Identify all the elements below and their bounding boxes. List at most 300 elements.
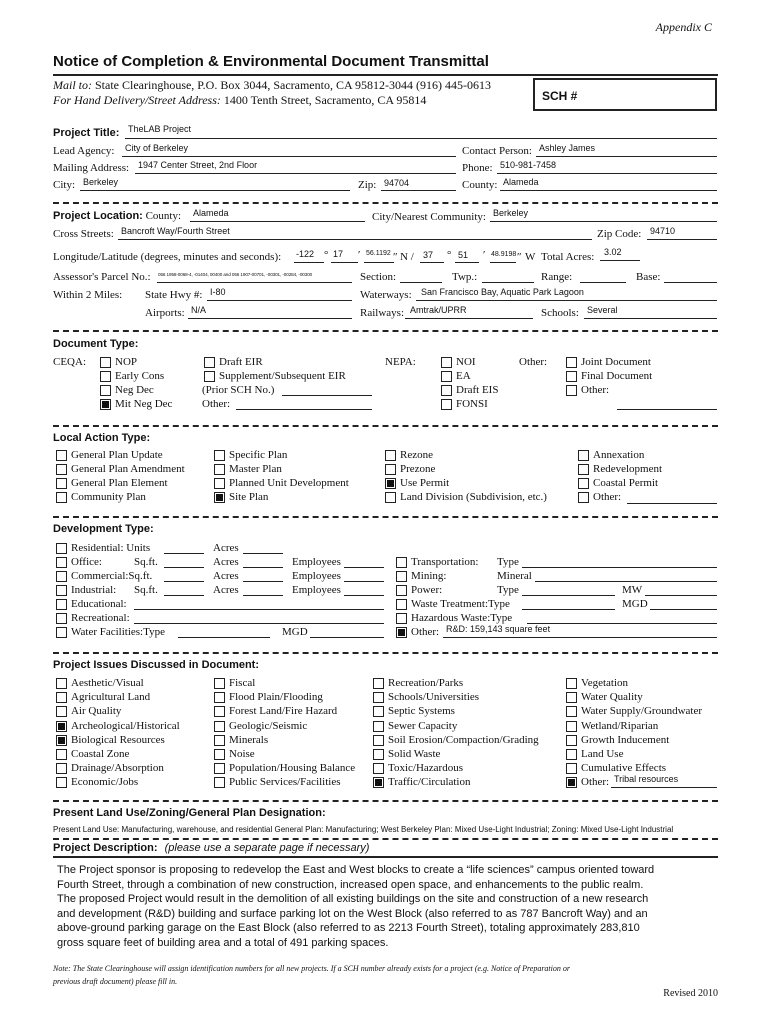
lon-minutes-field[interactable]: [455, 249, 479, 263]
county-field[interactable]: [500, 177, 717, 191]
air-quality-label: Air Quality: [71, 705, 122, 718]
cumulative-effects-checkbox[interactable]: [566, 763, 577, 774]
hazardous-waste-checkbox[interactable]: [396, 613, 407, 624]
prior-sch-label: (Prior SCH No.): [202, 384, 275, 396]
hand-delivery-address: 1400 Tenth Street, Sacramento, CA 95814: [223, 93, 427, 107]
phone-label: Phone:: [462, 162, 493, 174]
ceqa-label: CEQA:: [53, 356, 86, 368]
other-checkbox[interactable]: [566, 777, 577, 788]
range-field[interactable]: [580, 282, 626, 283]
project-location-line: [53, 210, 181, 222]
solid-waste-label: Solid Waste: [388, 748, 441, 760]
prezone-label: Prezone: [400, 463, 436, 475]
general-plan-amendment-checkbox[interactable]: [56, 464, 67, 475]
fiscal-label: Fiscal: [229, 677, 256, 689]
geologic-seismic-checkbox[interactable]: [214, 721, 225, 732]
lon-seconds-value: 48.9198: [491, 251, 517, 258]
general-plan-element-checkbox[interactable]: [56, 478, 67, 489]
wetland-riparian-label: Wetland/Riparian: [581, 719, 659, 732]
lat-minutes-field[interactable]: [331, 249, 361, 263]
minerals-label: Minerals: [229, 733, 269, 746]
economic-jobs-label: Economic/Jobs: [71, 776, 139, 789]
mail-to-address: State Clearinghouse, P.O. Box 3044, Sacramento, CA 95812-3044 (916) 445-0613: [95, 78, 491, 92]
title-rule: [53, 74, 718, 76]
sewer-capacity-label: Sewer Capacity: [388, 719, 458, 732]
total-acres-label: Total Acres:: [541, 251, 595, 263]
footer-note-line-1: Note: The State Clearinghouse will assign identification numbers for all new projects. If a SCH number already exists for a project (e.g. Notice of Preparation or: [53, 964, 570, 973]
lon-minute-symbol: ′: [483, 249, 486, 261]
water-type-field[interactable]: [178, 637, 270, 638]
nepa-label: NEPA:: [385, 356, 416, 368]
commercial-acres-field[interactable]: [243, 581, 283, 582]
lat-minutes-value: 17: [333, 249, 344, 259]
state-hwy-value: I-80: [210, 287, 226, 297]
land-use-checkbox[interactable]: [566, 749, 577, 760]
waterways-field[interactable]: [416, 287, 717, 301]
mail-to-label: Mail to:: [53, 78, 92, 92]
community-field[interactable]: [490, 208, 717, 222]
public-services-facilities-checkbox[interactable]: [214, 777, 225, 788]
general-plan-element-label: General Plan Element: [71, 477, 168, 489]
fiscal-checkbox[interactable]: [214, 678, 225, 689]
water-facilities-checkbox[interactable]: [56, 627, 67, 638]
longlat-label: Longitude/Latitude (degrees, minutes and seconds):: [53, 251, 282, 263]
fonsi-label: FONSI: [456, 398, 488, 410]
growth-inducement-checkbox[interactable]: [566, 735, 577, 746]
general-plan-update-checkbox[interactable]: [56, 450, 67, 461]
archeological-historical-label: Archeological/Historical: [71, 719, 180, 732]
supplement-subsequent-eir-label: Supplement/Subsequent EIR: [219, 370, 346, 382]
land-division-subdivision-etc-checkbox[interactable]: [385, 492, 396, 503]
wetland-riparian-checkbox[interactable]: [566, 721, 577, 732]
commercial-employees-field[interactable]: [344, 581, 384, 582]
mineral-label: Mineral: [497, 570, 532, 582]
local-action-other-field[interactable]: [627, 503, 717, 504]
prior-sch-field[interactable]: [282, 395, 372, 396]
office-sqft-field[interactable]: [164, 567, 204, 568]
total-acres-value: 3.02: [604, 247, 622, 257]
rezone-label: Rezone: [400, 449, 433, 461]
other-checkbox[interactable]: [578, 492, 589, 503]
solid-waste-checkbox[interactable]: [373, 749, 384, 760]
noi-label: NOI: [456, 356, 476, 368]
community-plan-checkbox[interactable]: [56, 492, 67, 503]
appendix-label: Appendix C: [655, 20, 712, 34]
contact-person-value: Ashley James: [539, 143, 596, 153]
early-cons-label: Early Cons: [115, 370, 165, 382]
description-heading-line: [53, 842, 369, 854]
final-document-label: Final Document: [581, 370, 653, 382]
dev-other-field[interactable]: [443, 624, 717, 638]
water-mgd-field[interactable]: [310, 637, 384, 638]
transportation-type-label: Type: [497, 556, 519, 568]
planned-unit-development-label: Planned Unit Development: [229, 477, 349, 489]
section-field[interactable]: [400, 282, 442, 283]
residential-acres-field[interactable]: [243, 553, 283, 554]
base-field[interactable]: [664, 282, 717, 283]
planned-unit-development-checkbox[interactable]: [214, 478, 225, 489]
land-use-label: Land Use: [581, 748, 624, 760]
commercial-sqft-field[interactable]: [164, 581, 204, 582]
industrial-acres-label: Acres: [213, 584, 239, 596]
county-value: Alameda: [503, 177, 539, 187]
description-line: The Project sponsor is proposing to redevelop the East and West blocks to create a “life sciences” campus oriented toward: [57, 864, 655, 876]
railways-label: Railways:: [360, 307, 404, 319]
city-value: Berkeley: [83, 177, 119, 187]
prezone-checkbox[interactable]: [385, 464, 396, 475]
other-doc-heading: Other:: [519, 356, 548, 368]
recreational-field[interactable]: [134, 623, 384, 624]
neg-dec-checkbox[interactable]: [100, 385, 111, 396]
office-acres-label: Acres: [213, 556, 239, 568]
master-plan-checkbox[interactable]: [214, 464, 225, 475]
educational-field[interactable]: [134, 609, 384, 610]
water-supply-groundwater-label: Water Supply/Groundwater: [581, 705, 702, 718]
section-divider: [53, 330, 718, 332]
ceqa-other-field[interactable]: [236, 409, 372, 410]
flood-plain-flooding-checkbox[interactable]: [214, 692, 225, 703]
zip-code-value: 94710: [650, 226, 676, 236]
airports-field[interactable]: [188, 305, 352, 319]
industrial-employees-label: Employees: [292, 584, 341, 596]
noise-label: Noise: [229, 748, 255, 760]
coastal-zone-checkbox[interactable]: [56, 749, 67, 760]
lat-seconds-value: 56.1192: [366, 250, 391, 257]
power-mw-field[interactable]: [645, 595, 717, 596]
water-facilities-label: Water Facilities:Type: [71, 626, 165, 638]
aesthetic-visual-label: Aesthetic/Visual: [71, 677, 144, 689]
traffic-circulation-label: Traffic/Circulation: [388, 776, 471, 789]
office-sqft-label: Sq.ft.: [134, 556, 158, 568]
mit-neg-dec-checkbox[interactable]: [100, 399, 111, 410]
w-label: W: [525, 251, 536, 263]
lat-degree-symbol: °: [324, 249, 329, 261]
lon-seconds-field[interactable]: [490, 249, 516, 263]
footer-note-line-2: previous draft document) please fill in.: [53, 977, 178, 986]
industrial-checkbox[interactable]: [56, 585, 67, 596]
mailing-address-field[interactable]: [135, 160, 456, 174]
aesthetic-visual-checkbox[interactable]: [56, 678, 67, 689]
draft-eis-checkbox[interactable]: [441, 385, 452, 396]
population-housing-balance-checkbox[interactable]: [214, 763, 225, 774]
power-type-label: Type: [497, 584, 519, 596]
dev-other-value: R&D: 159,143 square feet: [446, 624, 551, 634]
description-line: Fourth Street, through a combination of new construction, increased open space, and enhancements to the public realm.: [57, 878, 644, 891]
recreation-parks-checkbox[interactable]: [373, 678, 384, 689]
waste-treatment-checkbox[interactable]: [396, 599, 407, 610]
noi-checkbox[interactable]: [441, 357, 452, 368]
lat-seconds-field[interactable]: [364, 249, 394, 263]
recreational-label: Recreational:: [71, 612, 130, 624]
contact-person-label: Contact Person:: [462, 145, 532, 157]
lon-degrees-field[interactable]: [420, 249, 444, 263]
base-label: Base:: [636, 271, 661, 283]
other-label: Other:: [581, 776, 610, 789]
zip-field[interactable]: [381, 177, 456, 191]
revised-label: Revised 2010: [663, 988, 718, 999]
septic-systems-checkbox[interactable]: [373, 706, 384, 717]
contact-person-field[interactable]: [536, 143, 717, 157]
waterways-label: Waterways:: [360, 289, 412, 301]
lat-degrees-value: -122: [296, 249, 315, 259]
office-employees-field[interactable]: [344, 567, 384, 568]
power-label: Power:: [411, 584, 443, 596]
coastal-permit-checkbox[interactable]: [578, 478, 589, 489]
transportation-type-field[interactable]: [522, 567, 717, 568]
agricultural-land-label: Agricultural Land: [71, 691, 151, 704]
land-use-text: Present Land Use: Manufacturing, warehouse, and residential General Plan: Manufacturing; West Berkeley Plan: Mixed Use-Light Industrial; Zoning: Mixed Use-Light Industrial: [53, 825, 674, 834]
description-rule: [53, 856, 718, 858]
description-body: [57, 863, 654, 951]
section-label: Section:: [360, 271, 397, 283]
twp-label: Twp.:: [452, 271, 478, 283]
master-plan-label: Master Plan: [229, 463, 282, 475]
early-cons-checkbox[interactable]: [100, 371, 111, 382]
joint-document-checkbox[interactable]: [566, 357, 577, 368]
toxic-hazardous-label: Toxic/Hazardous: [388, 762, 463, 775]
office-checkbox[interactable]: [56, 557, 67, 568]
residential-label: Residential: Units: [71, 542, 151, 554]
industrial-acres-field[interactable]: [243, 595, 283, 596]
section-divider: [53, 425, 718, 427]
location-county-field[interactable]: [190, 208, 365, 222]
archeological-historical-checkbox[interactable]: [56, 721, 67, 732]
soil-erosion-compaction-grading-label: Soil Erosion/Compaction/Grading: [388, 733, 539, 746]
lon-minutes-value: 51: [458, 250, 469, 260]
toxic-hazardous-checkbox[interactable]: [373, 763, 384, 774]
lon-second-symbol: ″: [517, 251, 522, 263]
land-division-subdivision-etc-label: Land Division (Subdivision, etc.): [400, 491, 547, 503]
soil-erosion-compaction-grading-checkbox[interactable]: [373, 735, 384, 746]
nop-label: NOP: [115, 356, 138, 368]
economic-jobs-checkbox[interactable]: [56, 777, 67, 788]
location-county-label: County:: [145, 210, 182, 222]
issues-other-field[interactable]: [611, 774, 717, 788]
forest-land-fire-hazard-label: Forest Land/Fire Hazard: [229, 705, 338, 718]
industrial-sqft-label: Sq.ft.: [134, 584, 158, 596]
zip-value: 94704: [384, 178, 410, 188]
lon-degree-symbol: °: [447, 249, 452, 261]
description-note: (please use a separate page if necessary): [164, 842, 370, 854]
page-title: Notice of Completion & Environmental Document Transmittal: [53, 53, 489, 70]
city-field[interactable]: [80, 177, 350, 191]
industrial-sqft-field[interactable]: [164, 595, 204, 596]
commercial-checkbox[interactable]: [56, 571, 67, 582]
sewer-capacity-checkbox[interactable]: [373, 721, 384, 732]
industrial-employees-field[interactable]: [344, 595, 384, 596]
project-title-value: TheLAB Project: [128, 124, 192, 134]
specific-plan-label: Specific Plan: [229, 449, 288, 461]
annexation-checkbox[interactable]: [578, 450, 589, 461]
waste-type-field[interactable]: [522, 609, 615, 610]
description-line: above-ground parking garage on the East Block (also referred to as 2213 Fourth Street), totaling approximately 283,810: [57, 922, 640, 935]
mit-neg-dec-label: Mit Neg Dec: [115, 398, 173, 410]
sch-box[interactable]: [533, 78, 717, 111]
total-acres-field[interactable]: [600, 247, 640, 261]
power-checkbox[interactable]: [396, 585, 407, 596]
educational-checkbox[interactable]: [56, 599, 67, 610]
cumulative-effects-label: Cumulative Effects: [581, 762, 667, 775]
redevelopment-checkbox[interactable]: [578, 464, 589, 475]
local-action-heading: Local Action Type:: [53, 432, 151, 444]
zip-label: Zip:: [358, 179, 377, 191]
schools-universities-label: Schools/Universities: [388, 691, 480, 704]
n-label: N /: [400, 251, 414, 263]
noise-checkbox[interactable]: [214, 749, 225, 760]
document-type-heading: Document Type:: [53, 338, 139, 350]
description-line: The proposed Project would result in the demolition of all existing buildings on the site and construction of a new research: [57, 893, 649, 906]
water-quality-checkbox[interactable]: [566, 692, 577, 703]
lead-agency-label: Lead Agency:: [53, 145, 115, 157]
sch-label: SCH #: [542, 89, 578, 103]
redevelopment-label: Redevelopment: [593, 463, 663, 475]
air-quality-checkbox[interactable]: [56, 706, 67, 717]
drainage-absorption-checkbox[interactable]: [56, 763, 67, 774]
growth-inducement-label: Growth Inducement: [581, 733, 670, 746]
section-divider: [53, 800, 718, 802]
vegetation-label: Vegetation: [581, 677, 629, 689]
transportation-label: Transportation:: [411, 556, 479, 568]
fonsi-checkbox[interactable]: [441, 399, 452, 410]
mineral-field[interactable]: [535, 581, 717, 582]
waste-mgd-field[interactable]: [650, 609, 717, 610]
rezone-checkbox[interactable]: [385, 450, 396, 461]
project-title-label: Project Title:: [53, 127, 120, 139]
description-heading: Project Description:: [53, 842, 158, 854]
twp-field[interactable]: [482, 282, 534, 283]
forest-land-fire-hazard-checkbox[interactable]: [214, 706, 225, 717]
mail-to-line: [53, 78, 491, 93]
site-plan-label: Site Plan: [229, 491, 269, 503]
commercial-employees-label: Employees: [292, 570, 341, 582]
community-value: Berkeley: [493, 208, 529, 218]
water-supply-groundwater-checkbox[interactable]: [566, 706, 577, 717]
waste-mgd-label: MGD: [622, 598, 648, 610]
development-type-heading: Development Type:: [53, 523, 154, 535]
issues-heading: Project Issues Discussed in Document:: [53, 659, 260, 671]
recreational-checkbox[interactable]: [56, 613, 67, 624]
biological-resources-label: Biological Resources: [71, 733, 165, 746]
residential-acres-label: Acres: [213, 542, 239, 554]
transportation-checkbox[interactable]: [396, 557, 407, 568]
specific-plan-checkbox[interactable]: [214, 450, 225, 461]
county-label: County:: [462, 179, 498, 191]
agricultural-land-checkbox[interactable]: [56, 692, 67, 703]
residential-units-field[interactable]: [164, 553, 204, 554]
within-two-miles-label: Within 2 Miles:: [53, 289, 123, 301]
lat-degrees-field[interactable]: [294, 249, 324, 263]
vegetation-checkbox[interactable]: [566, 678, 577, 689]
power-type-field[interactable]: [522, 595, 615, 596]
coastal-permit-label: Coastal Permit: [593, 477, 659, 489]
community-plan-label: Community Plan: [71, 491, 146, 503]
power-mw-label: MW: [622, 584, 643, 596]
mailing-address-value: 1947 Center Street, 2nd Floor: [138, 160, 258, 170]
population-housing-balance-label: Population/Housing Balance: [229, 762, 356, 775]
description-line: and development (R&D) building and surface parking lot on the West Block (also referred to as 787 Bancroft Way) and an: [57, 907, 648, 920]
office-acres-field[interactable]: [243, 567, 283, 568]
range-label: Range:: [541, 271, 573, 283]
section-divider: [53, 202, 718, 204]
traffic-circulation-checkbox[interactable]: [373, 777, 384, 788]
residential-checkbox[interactable]: [56, 543, 67, 554]
zip-code-field[interactable]: [647, 226, 717, 240]
waste-treatment-label: Waste Treatment:Type: [411, 598, 510, 610]
mining-checkbox[interactable]: [396, 571, 407, 582]
use-permit-checkbox[interactable]: [385, 478, 396, 489]
geologic-seismic-label: Geologic/Seismic: [229, 719, 308, 732]
general-plan-amendment-label: General Plan Amendment: [71, 463, 185, 475]
water-mgd-label: MGD: [282, 626, 308, 638]
final-document-checkbox[interactable]: [566, 371, 577, 382]
railways-value: Amtrak/UPRR: [410, 305, 467, 315]
nop-checkbox[interactable]: [100, 357, 111, 368]
state-hwy-field[interactable]: [207, 287, 352, 301]
draft-eir-checkbox[interactable]: [204, 357, 215, 368]
city-label: City:: [53, 179, 76, 191]
lead-agency-field[interactable]: [122, 143, 456, 157]
schools-label: Schools:: [541, 307, 579, 319]
waterways-value: San Francisco Bay, Aquatic Park Lagoon: [421, 287, 584, 297]
industrial-label: Industrial:: [71, 584, 117, 596]
flood-plain-flooding-label: Flood Plain/Flooding: [229, 691, 323, 704]
other-label: Other:: [593, 491, 622, 503]
public-services-facilities-label: Public Services/Facilities: [229, 776, 341, 789]
railways-field[interactable]: [405, 305, 533, 319]
office-employees-label: Employees: [292, 556, 341, 568]
other-doc-field[interactable]: [617, 409, 717, 410]
airports-label: Airports:: [145, 307, 185, 319]
biological-resources-checkbox[interactable]: [56, 735, 67, 746]
schools-universities-checkbox[interactable]: [373, 692, 384, 703]
parcel-field[interactable]: [157, 269, 352, 283]
lat-second-symbol: ″: [393, 251, 398, 263]
supplement-subsequent-eir-checkbox[interactable]: [204, 371, 215, 382]
dev-other-checkbox[interactable]: [396, 627, 407, 638]
drainage-absorption-label: Drainage/Absorption: [71, 762, 164, 775]
site-plan-checkbox[interactable]: [214, 492, 225, 503]
location-county-value: Alameda: [193, 208, 229, 218]
water-quality-label: Water Quality: [581, 691, 643, 704]
phone-value: 510-981-7458: [500, 160, 557, 170]
cross-streets-label: Cross Streets:: [53, 228, 114, 240]
hand-delivery-line: [53, 93, 426, 108]
lon-degrees-value: 37: [423, 250, 434, 260]
draft-eis-label: Draft EIS: [456, 384, 499, 396]
land-use-heading: Present Land Use/Zoning/General Plan Designation:: [53, 807, 326, 819]
joint-document-label: Joint Document: [581, 356, 651, 368]
coastal-zone-label: Coastal Zone: [71, 748, 130, 760]
phone-field[interactable]: [497, 160, 717, 174]
description-line: gross square feet of building area and a total of 491 parking spaces.: [57, 936, 389, 949]
cross-streets-value: Bancroft Way/Fourth Street: [121, 226, 230, 236]
minerals-checkbox[interactable]: [214, 735, 225, 746]
ea-checkbox[interactable]: [441, 371, 452, 382]
mailing-address-label: Mailing Address:: [53, 162, 130, 174]
recreation-parks-label: Recreation/Parks: [388, 677, 464, 689]
project-title-field[interactable]: [125, 124, 717, 139]
parcel-label: Assessor's Parcel No.:: [53, 271, 151, 283]
parcel-value: 056 1958-0068-4, -01404, 00400 and 056 1907-00701, -00301, -00284, -00300: [158, 272, 313, 277]
section-divider: [53, 838, 718, 840]
annexation-label: Annexation: [593, 449, 645, 461]
other-checkbox[interactable]: [566, 385, 577, 396]
general-plan-update-label: General Plan Update: [71, 449, 163, 461]
section-divider: [53, 652, 718, 654]
educational-label: Educational:: [71, 598, 127, 610]
cross-streets-field[interactable]: [118, 226, 592, 240]
schools-field[interactable]: [584, 305, 717, 319]
